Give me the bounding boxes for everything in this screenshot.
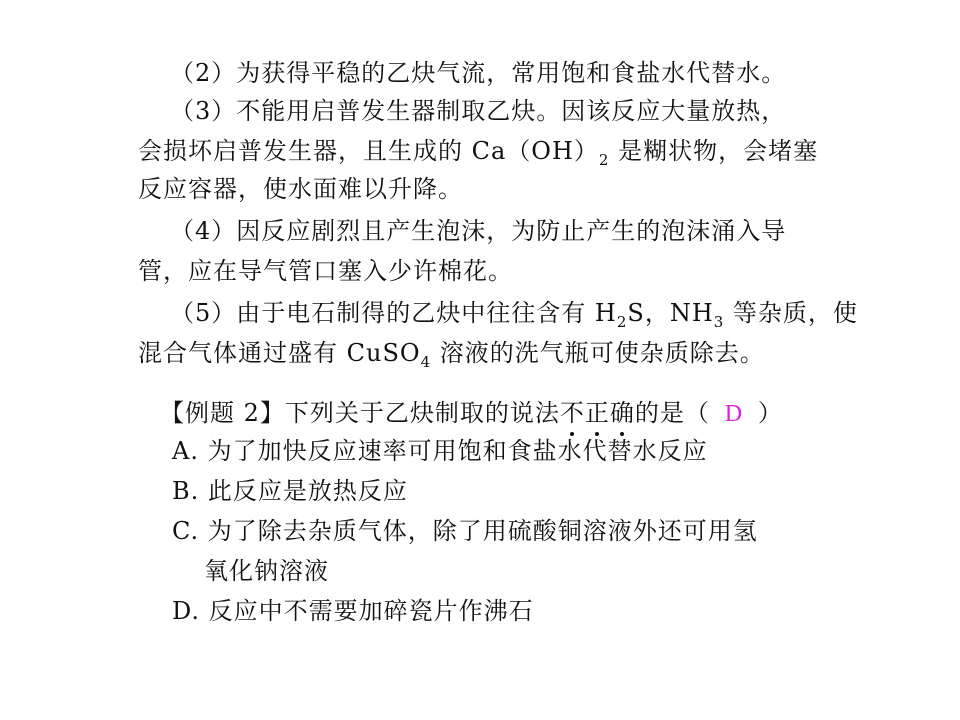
subscript: 4	[420, 353, 432, 371]
note-item-4-line-2: 管，应在导气管口塞入少许棉花。	[138, 257, 513, 285]
subscript: 3	[713, 313, 725, 331]
option-c-line-1: C. 为了除去杂质气体，除了用硫酸铜溶液外还可用氢	[172, 517, 758, 545]
note-item-3-line-2-text-after: 是糊状物，会堵塞	[609, 137, 819, 165]
example-label: 【例题 2】	[160, 399, 285, 427]
subscript: 2	[616, 313, 628, 331]
note-item-5-line-2-after: 溶液的洗气瓶可使杂质除去。	[431, 339, 765, 367]
note-item-4-line-1: （4）因反应剧烈且产生泡沫，为防止产生的泡沫涌入导	[170, 217, 787, 245]
note-item-5-line-1-text: （5）由于电石制得的乙炔中往往含有 H	[170, 299, 617, 327]
note-item-3-line-1: （3）不能用启普发生器制取乙炔。因该反应大量放热，	[170, 97, 787, 125]
note-item-5-line-2	[138, 338, 765, 371]
note-item-3-line-2-text: 会损坏启普发生器，且生成的 Ca（OH）	[138, 137, 599, 165]
option-a: A. 为了加快反应速率可用饱和食盐水代替水反应	[172, 437, 708, 465]
example-question	[160, 398, 783, 429]
question-close: ）	[757, 399, 783, 427]
question-text-after: 的是（	[634, 399, 710, 427]
note-item-2-line-1: （2）为获得平稳的乙炔气流，常用饱和食盐水代替水。	[170, 59, 787, 87]
question-text: 下列关于乙炔制取的说法	[284, 399, 560, 427]
note-item-5-line-1	[170, 298, 858, 331]
option-d: D. 反应中不需要加碎瓷片作沸石	[172, 597, 534, 625]
note-item-3-line-2	[138, 136, 819, 169]
note-item-5-line-1-mid: S，NH	[627, 299, 714, 327]
subscript: 2	[598, 151, 610, 169]
emphasis-char: 确	[609, 399, 635, 427]
answer: D	[724, 401, 744, 427]
emphasis-char: 正	[584, 399, 610, 427]
note-item-5-line-2-text: 混合气体通过盛有 CuSO	[138, 339, 421, 367]
option-c-line-2: 氧化钠溶液	[204, 557, 329, 585]
option-b: B. 此反应是放热反应	[172, 477, 408, 505]
note-item-3-line-3: 反应容器，使水面难以升降。	[138, 175, 463, 203]
note-item-5-line-1-after: 等杂质，使	[724, 299, 858, 327]
emphasis-char: 不	[559, 399, 585, 427]
